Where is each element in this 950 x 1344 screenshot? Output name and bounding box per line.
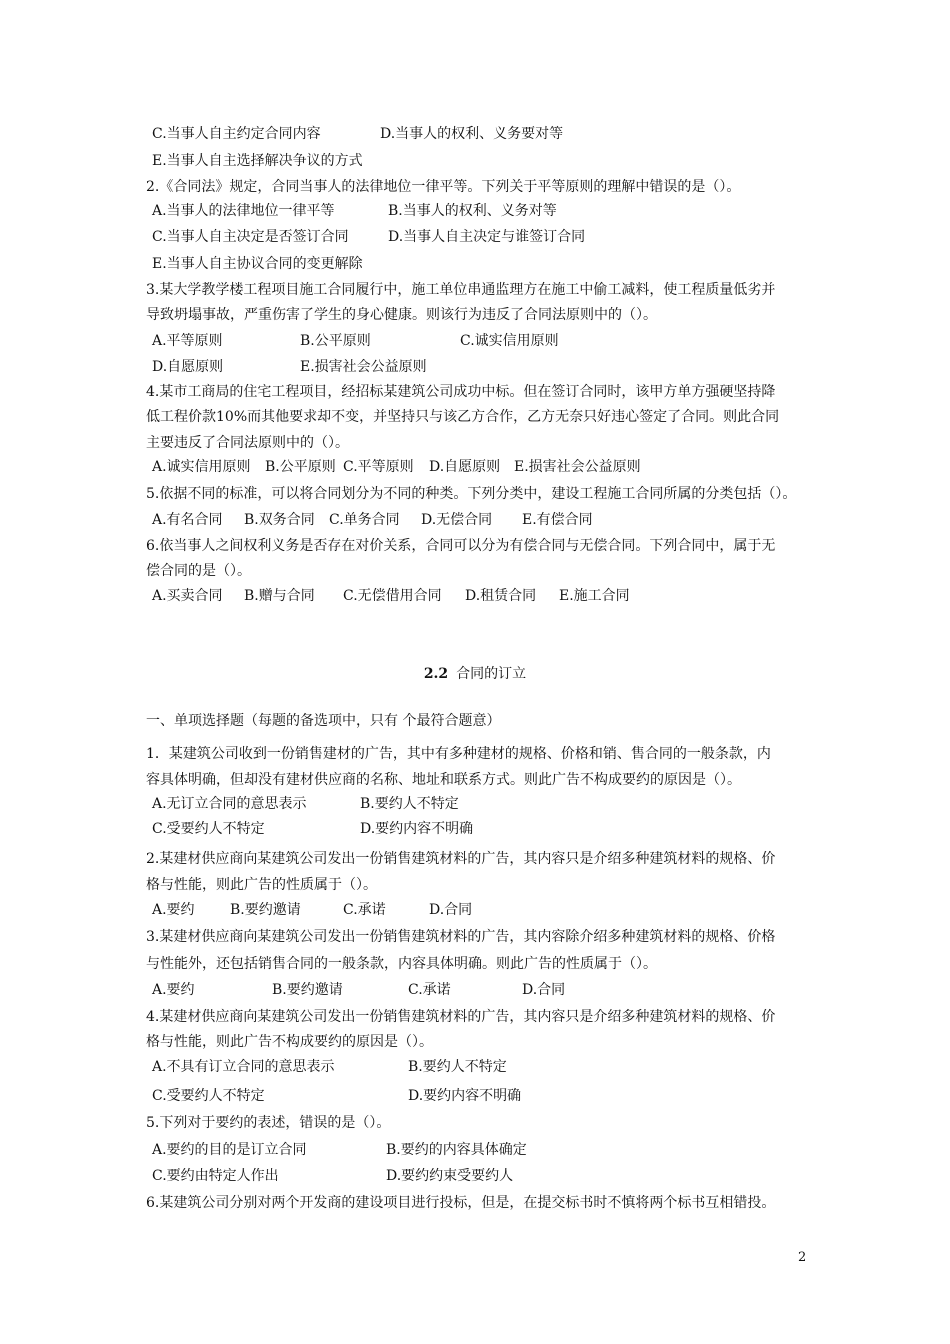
option-d: D.无偿合同: [421, 512, 493, 528]
option-b: B.要约邀请: [272, 982, 343, 998]
option-e: E.施工合同: [559, 588, 630, 604]
section-title-text: 合同的订立: [456, 666, 527, 682]
option-c: C.当事人自主约定合同内容: [152, 126, 321, 142]
option-b: B.公平原则: [265, 459, 336, 475]
option-a: A.买卖合同: [152, 588, 223, 604]
question-stem: 容具体明确，但却没有建材供应商的名称、地址和联系方式。则此广告不构成要约的原因是（）。: [146, 772, 741, 788]
option-b: B.当事人的权利、义务对等: [388, 203, 557, 219]
section-instruction: 一、单项选择题（每题的备选项中，只有 个最符合题意）: [146, 713, 501, 729]
option-c: C.承诺: [343, 902, 386, 918]
question-stem: 2.某建材供应商向某建筑公司发出一份销售建筑材料的广告，其内容只是介绍多种建筑材料的规格、价: [146, 851, 776, 867]
section-title: [0, 665, 950, 683]
option-a: A.要约的目的是订立合同: [152, 1142, 307, 1158]
option-d: D.要约内容不明确: [360, 821, 474, 837]
option-e: E.有偿合同: [522, 512, 593, 528]
question-stem: 6.某建筑公司分别对两个开发商的建设项目进行投标，但是，在提交标书时不慎将两个标书互相错投。: [146, 1195, 776, 1211]
question-stem: 与性能外，还包括销售合同的一般条款，内容具体明确。则此广告的性质属于（）。: [146, 956, 657, 972]
question-stem: 6.依当事人之间权利义务是否存在对价关系，合同可以分为有偿合同与无偿合同。下列合同中，属于无: [146, 538, 776, 554]
option-a: A.要约: [152, 902, 195, 918]
option-c: C.单务合同: [329, 512, 400, 528]
option-d: D.要约约束受要约人: [386, 1168, 514, 1184]
question-stem: 4.某市工商局的住宅工程项目，经招标某建筑公司成功中标。但在签订合同时，该甲方单方强硬坚持降: [146, 384, 776, 400]
option-c: C.受要约人不特定: [152, 1088, 265, 1104]
option-a: A.不具有订立合同的意思表示: [152, 1059, 335, 1075]
option-a: A.要约: [152, 982, 195, 998]
option-c: C.受要约人不特定: [152, 821, 265, 837]
question-stem: 3.某建材供应商向某建筑公司发出一份销售建筑材料的广告，其内容除介绍多种建筑材料的规格、价格: [146, 929, 776, 945]
question-stem: 2.《合同法》规定，合同当事人的法律地位一律平等。下列关于平等原则的理解中错误的是（）。: [146, 179, 741, 195]
option-b: B.要约的内容具体确定: [386, 1142, 527, 1158]
option-c: C.承诺: [408, 982, 451, 998]
option-c: C.诚实信用原则: [460, 333, 559, 349]
option-d: D.要约内容不明确: [408, 1088, 522, 1104]
question-stem: 5.下列对于要约的表述，错误的是（）。: [146, 1115, 391, 1131]
option-e: E.损害社会公益原则: [300, 359, 427, 375]
option-c: C.当事人自主决定是否签订合同: [152, 229, 349, 245]
option-b: B.赠与合同: [244, 588, 315, 604]
question-stem: 导致坍塌事故，严重伤害了学生的身心健康。则该行为违反了合同法原则中的（）。: [146, 307, 657, 323]
option-e: E.损害社会公益原则: [514, 459, 641, 475]
option-b: B.要约邀请: [230, 902, 301, 918]
option-d: D.自愿原则: [429, 459, 501, 475]
section-number: 2.2: [423, 666, 449, 682]
option-d: D.当事人的权利、义务要对等: [380, 126, 564, 142]
option-d: D.当事人自主决定与谁签订合同: [388, 229, 586, 245]
question-stem: 1．某建筑公司收到一份销售建材的广告，其中有多种建材的规格、价格和销、售合同的一般条款，内: [146, 746, 771, 762]
question-stem: 格与性能，则此广告不构成要约的原因是（）。: [146, 1034, 433, 1050]
option-c: C.无偿借用合同: [343, 588, 442, 604]
option-a: A.平等原则: [152, 333, 223, 349]
question-stem: 低工程价款10%而其他要求却不变，并坚持只与该乙方合作，乙方无奈只好违心签定了合同。则此合同: [146, 409, 780, 425]
option-e: E.当事人自主选择解决争议的方式: [152, 153, 363, 169]
option-d: D.合同: [522, 982, 566, 998]
option-d: D.合同: [429, 902, 473, 918]
option-d: D.自愿原则: [152, 359, 224, 375]
option-a: A.无订立合同的意思表示: [152, 796, 307, 812]
option-b: B.双务合同: [244, 512, 315, 528]
question-stem: 主要违反了合同法原则中的（）。: [146, 435, 349, 451]
option-b: B.要约人不特定: [360, 796, 459, 812]
option-a: A.当事人的法律地位一律平等: [152, 203, 335, 219]
option-a: A.诚实信用原则: [152, 459, 251, 475]
option-b: B.公平原则: [300, 333, 371, 349]
question-stem: 偿合同的是（）。: [146, 563, 251, 579]
question-stem: 4.某建材供应商向某建筑公司发出一份销售建筑材料的广告，其内容只是介绍多种建筑材料的规格、价: [146, 1009, 776, 1025]
question-stem: 3.某大学教学楼工程项目施工合同履行中，施工单位串通监理方在施工中偷工减料，使工程质量低劣并: [146, 282, 776, 298]
option-b: B.要约人不特定: [408, 1059, 507, 1075]
question-stem: 5.依据不同的标准，可以将合同划分为不同的种类。下列分类中，建设工程施工合同所属的分类包括（）。: [146, 486, 797, 502]
page-number: 2: [798, 1250, 807, 1265]
option-d: D.租赁合同: [465, 588, 537, 604]
option-e: E.当事人自主协议合同的变更解除: [152, 256, 363, 272]
option-c: C.要约由特定人作出: [152, 1168, 279, 1184]
option-c: C.平等原则: [343, 459, 414, 475]
question-stem: 格与性能，则此广告的性质属于（）。: [146, 877, 377, 893]
option-a: A.有名合同: [152, 512, 223, 528]
